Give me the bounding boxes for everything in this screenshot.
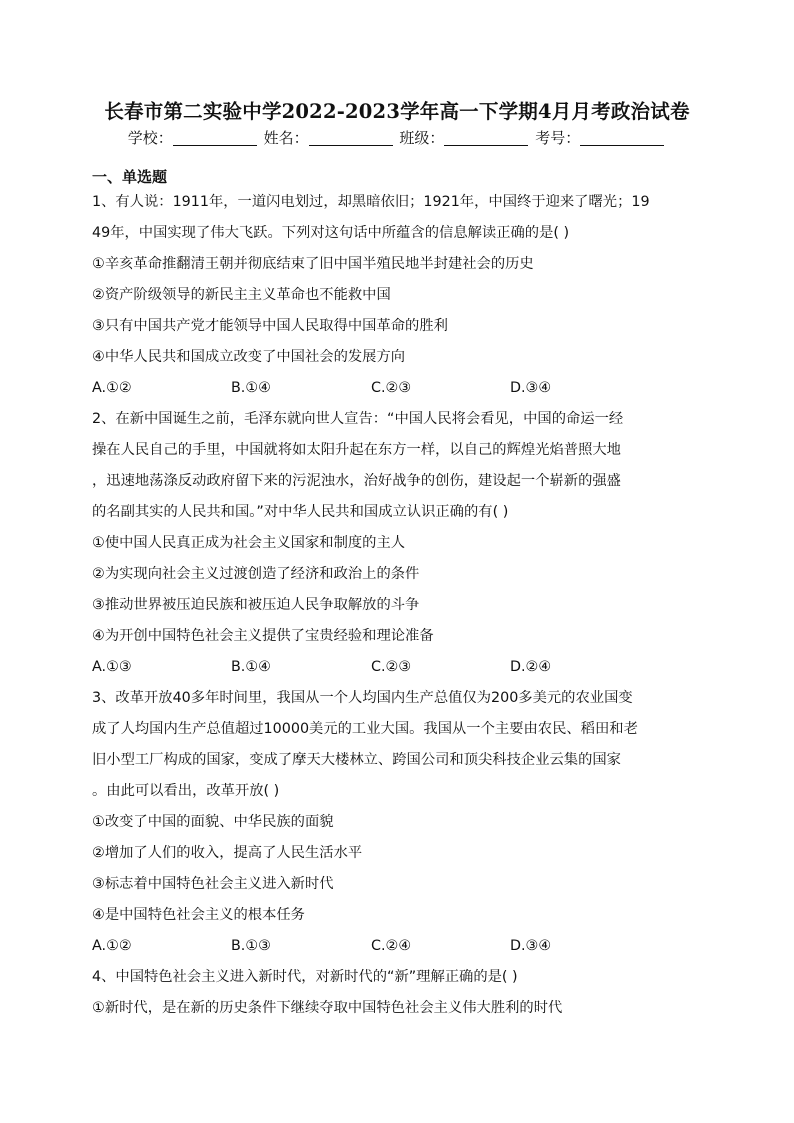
question-stem-line: 的名副其实的人民共和国。”对中华人民共和国成立认识正确的有( )	[92, 504, 509, 520]
statement: ③推动世界被压迫民族和被压迫人民争取解放的斗争	[92, 597, 420, 613]
answer-options	[92, 373, 702, 404]
statement: ③标志着中国特色社会主义进入新时代	[92, 876, 334, 892]
statement: ④是中国特色社会主义的根本任务	[92, 907, 305, 923]
question-stem-line: 1、有人说：1911年，一道闪电划过，却黑暗依旧；1921年，中国终于迎来了曙光；19	[92, 194, 650, 210]
question-stem-line: 4、中国特色社会主义进入新时代，对新时代的“新”理解正确的是( )	[92, 969, 518, 985]
question-1	[92, 187, 702, 404]
option-c: C.②③	[371, 659, 412, 675]
class-label: 班级：	[399, 129, 445, 147]
statement: ①使中国人民真正成为社会主义国家和制度的主人	[92, 535, 406, 551]
statement: ④为开创中国特色社会主义提供了宝贵经验和理论准备	[92, 628, 434, 644]
answer-options	[92, 652, 702, 683]
statement: ①改变了中国的面貌、中华民族的面貌	[92, 814, 334, 830]
question-stem-line: 操在人民自己的手里，中国就将如太阳升起在东方一样，以自己的辉煌光焰普照大地	[92, 442, 621, 458]
option-b: B.①④	[231, 380, 271, 396]
question-4	[92, 962, 702, 1024]
statement: ①辛亥革命推翻清王朝并彻底结束了旧中国半殖民地半封建社会的历史	[92, 256, 534, 272]
statement: ②资产阶级领导的新民主主义革命也不能救中国	[92, 287, 391, 303]
statement: ②为实现向社会主义过渡创造了经济和政治上的条件	[92, 566, 420, 582]
question-stem-line: 3、改革开放40多年时间里，我国从一个人均国内生产总值仅为200多美元的农业国变	[92, 690, 633, 706]
name-label: 姓名：	[263, 129, 309, 147]
option-c: C.②④	[371, 938, 412, 954]
question-list	[92, 187, 702, 1024]
question-stem-line: ，迅速地荡涤反动政府留下来的污泥浊水，治好战争的创伤，建设起一个崭新的强盛	[92, 473, 621, 489]
page-title: 长春市第二实验中学2022-2023学年高一下学期4月月考政治试卷	[104, 100, 690, 123]
exam-no-blank	[580, 130, 664, 146]
question-stem-line: 2、在新中国诞生之前，毛泽东就向世人宣告：“中国人民将会看见，中国的命运一经	[92, 411, 624, 427]
statement: ③只有中国共产党才能领导中国人民取得中国革命的胜利	[92, 318, 448, 334]
student-info-line	[0, 127, 794, 148]
statement: ④中华人民共和国成立改变了中国社会的发展方向	[92, 349, 406, 365]
school-blank	[173, 130, 257, 146]
option-a: A.①②	[92, 938, 132, 954]
name-blank	[309, 130, 393, 146]
class-blank	[444, 130, 528, 146]
option-b: B.①④	[231, 659, 271, 675]
option-b: B.①③	[231, 938, 271, 954]
statement: ①新时代，是在新的历史条件下继续夺取中国特色社会主义伟大胜利的时代	[92, 1000, 563, 1016]
exam-no-label: 考号：	[535, 129, 581, 147]
school-label: 学校：	[127, 129, 173, 147]
question-2	[92, 404, 702, 683]
answer-options	[92, 931, 702, 962]
section-heading: 一、单选题	[92, 168, 168, 186]
option-d: D.③④	[510, 938, 552, 954]
question-stem-line: 旧小型工厂构成的国家，变成了摩天大楼林立、跨国公司和顶尖科技企业云集的国家	[92, 752, 621, 768]
option-d: D.②④	[510, 659, 552, 675]
statement: ②增加了人们的收入，提高了人民生活水平	[92, 845, 363, 861]
question-stem-line: 。由此可以看出，改革开放( )	[92, 783, 280, 799]
option-c: C.②③	[371, 380, 412, 396]
question-3	[92, 683, 702, 962]
option-a: A.①③	[92, 659, 132, 675]
question-stem-line: 49年，中国实现了伟大飞跃。下列对这句话中所蕴含的信息解读正确的是( )	[92, 225, 570, 241]
option-a: A.①②	[92, 380, 132, 396]
option-d: D.③④	[510, 380, 552, 396]
question-stem-line: 成了人均国内生产总值超过10000美元的工业大国。我国从一个主要由农民、稻田和老	[92, 721, 638, 737]
